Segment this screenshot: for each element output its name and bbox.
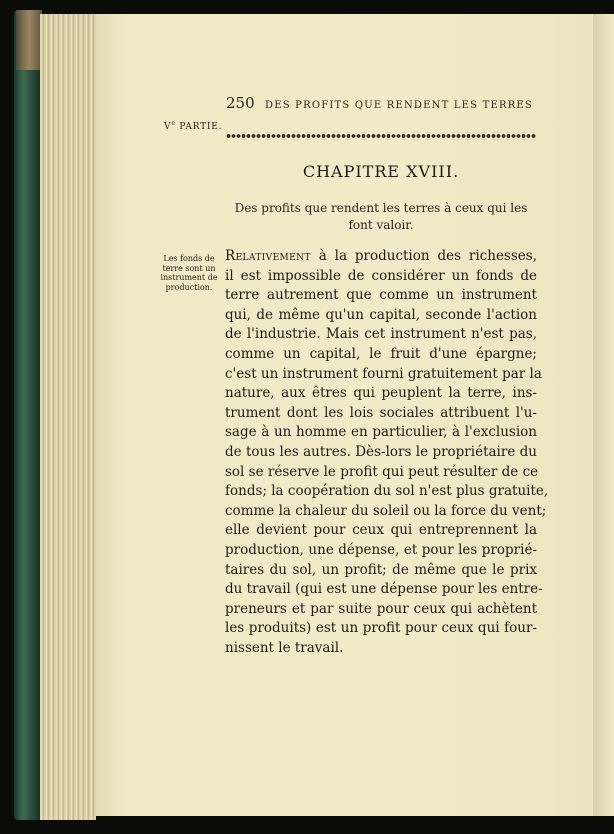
page-number: 250 <box>226 94 255 112</box>
chapter-title: CHAPITRE XVIII. <box>302 162 460 181</box>
body-line: de l'industrie. Mais cet instrument n'est pas, <box>225 326 537 343</box>
body-line: les produits) est un profit pour ceux qui four- <box>225 620 537 637</box>
part-number: V <box>164 122 172 132</box>
facing-page-edge <box>593 14 614 816</box>
body-line: preneurs et par suite pour ceux qui achètent <box>225 600 537 617</box>
body-line: fonds; la coopération du sol n'est plus gratuite, <box>225 483 549 500</box>
body-line: sol se réserve le profit qui peut résulter de ce <box>225 463 539 480</box>
body-line: production, une dépense, et pour les proprié- <box>225 541 537 558</box>
part-label <box>164 120 222 132</box>
body-line: comme la chaleur du soleil ou la force du vent; <box>225 502 547 519</box>
body-line: qui, de même qu'un capital, seconde l'action <box>225 306 537 323</box>
book-binding <box>14 10 40 820</box>
body-line: il est impossible de considérer un fonds de <box>225 267 537 284</box>
running-head-title: DES PROFITS QUE RENDENT LES TERRES <box>265 100 533 111</box>
body-line: taires du sol, un profit; de même que le prix <box>225 561 537 578</box>
body-line: sage à un homme en particulier, à l'exclusion <box>225 424 537 441</box>
ornamental-rule <box>226 133 536 139</box>
part-superscript: e <box>171 120 176 127</box>
body-line: c'est un instrument fourni gratuitement par la <box>225 365 542 382</box>
body-line: elle devient pour ceux qui entreprennent la <box>225 522 537 539</box>
body-line: Relativement à la production des richesses, <box>225 248 537 264</box>
body-line: trument dont les lois sociales attribuent l'u- <box>225 404 537 421</box>
body-line: de tous les autres. Dès-lors le propriétaire du <box>225 443 537 460</box>
body-line: terre autrement que comme un instrument <box>225 287 537 304</box>
body-line: nature, aux êtres qui peuplent la terre, ins- <box>225 385 537 402</box>
page-edges <box>40 14 96 820</box>
body-text <box>225 247 549 658</box>
part-word: PARTIE. <box>179 122 223 132</box>
lead-word: Relativement <box>225 248 311 264</box>
chapter-subtitle: Des profits que rendent les terres à ceux qui les font valoir. <box>234 201 528 232</box>
running-head <box>226 94 533 112</box>
marginal-note: Les fonds de terre sont un instrument de production. <box>160 254 218 292</box>
body-line: du travail (qui est une dépense pour les entre- <box>225 581 543 598</box>
body-line: nissent le travail. <box>225 639 344 656</box>
binding-wear <box>16 10 42 70</box>
body-line: comme un capital, le fruit d'une épargne; <box>225 345 537 362</box>
